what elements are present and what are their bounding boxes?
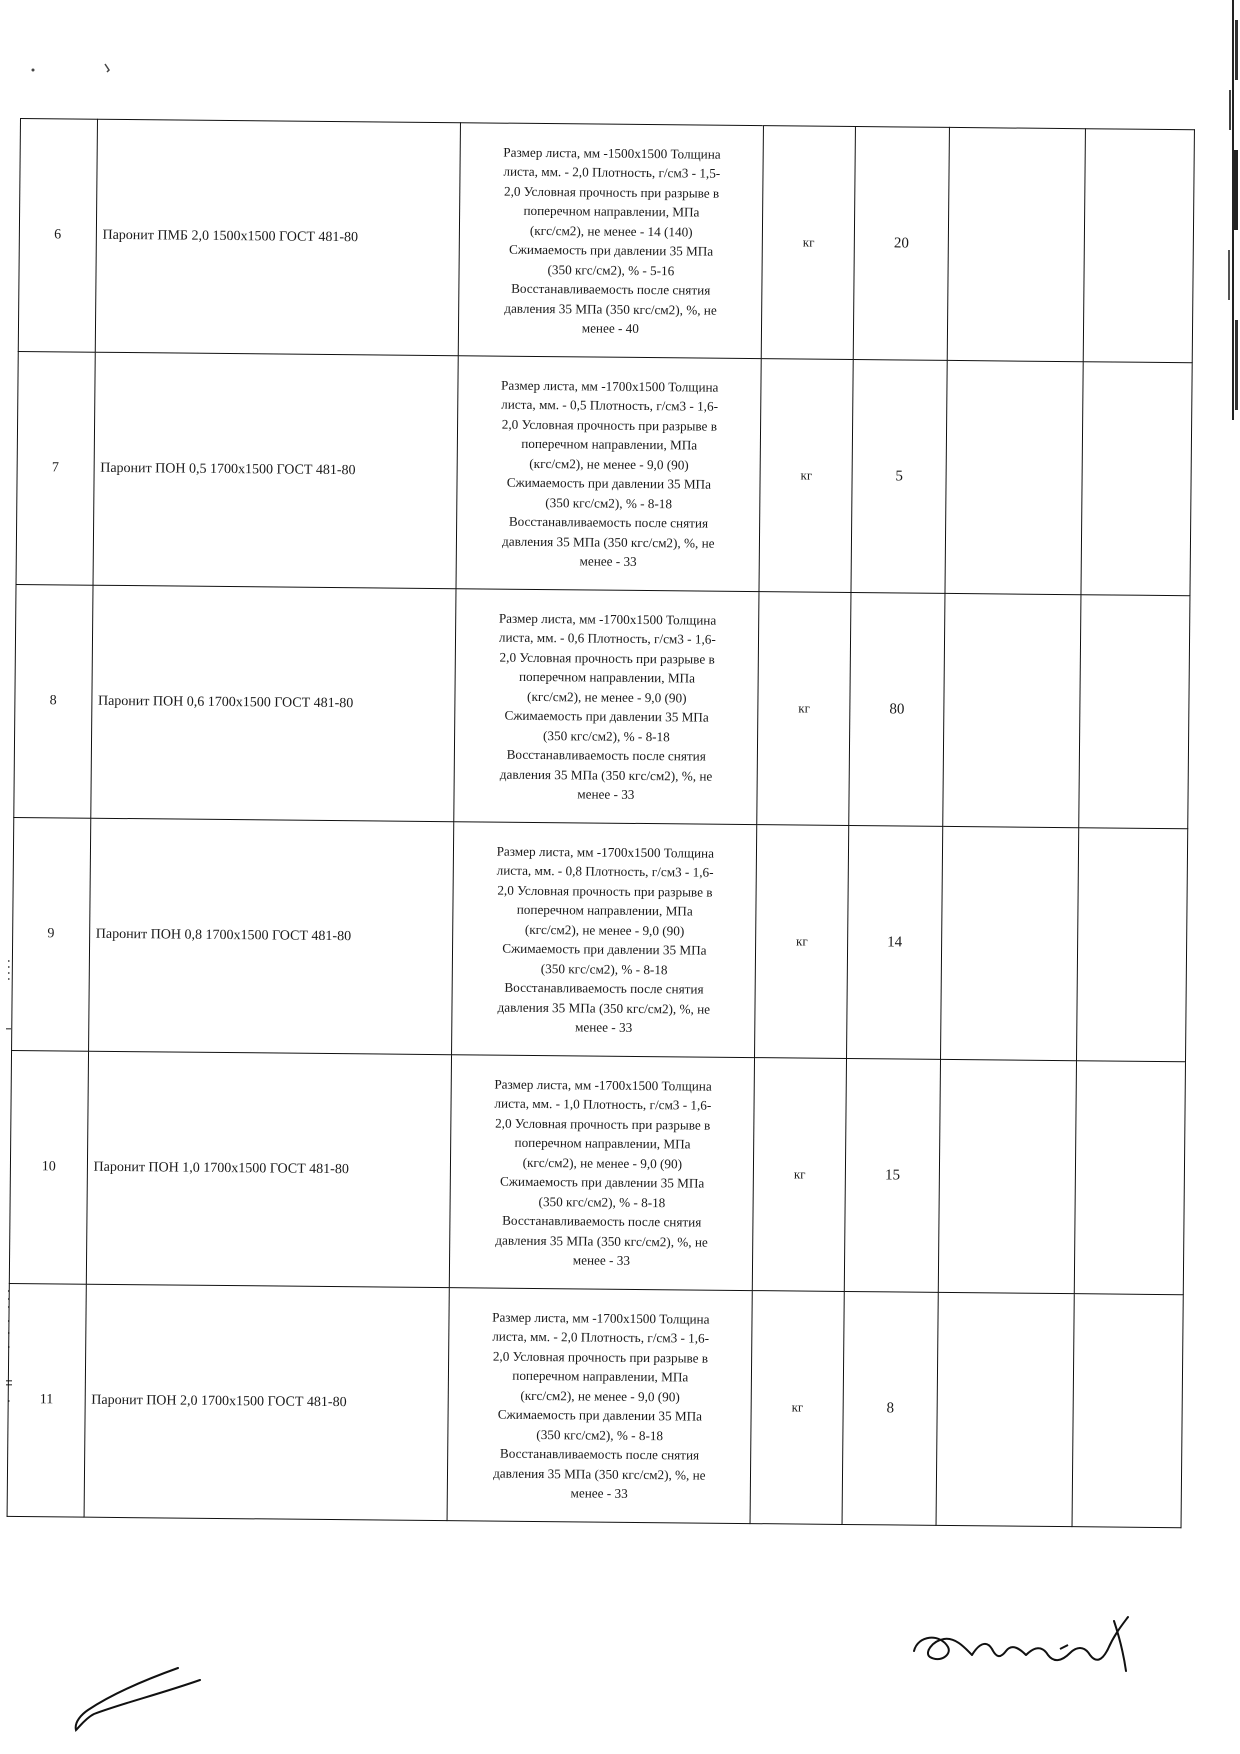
spec-line: 2,0 Условная прочность при разрыве в xyxy=(492,1348,709,1366)
quantity: 80 xyxy=(849,593,945,827)
item-specification xyxy=(447,1288,752,1524)
spec-line: Восстанавливаемость после снятия xyxy=(511,280,711,298)
spec-line: 2,0 Условная прочность при разрыве в xyxy=(497,882,713,900)
unit-of-measure: кг xyxy=(757,592,851,826)
quantity: 20 xyxy=(853,127,949,361)
spec-line: (350 кгс/см2), % - 8-18 xyxy=(540,960,668,977)
item-specification xyxy=(450,1055,755,1291)
spec-line: (кгс/см2), не менее - 14 (140) xyxy=(529,222,693,239)
item-specification xyxy=(458,123,763,359)
spec-line: листа, мм. - 0,6 Плотность, г/см3 - 1,6- xyxy=(498,629,716,647)
spec-line: поперечном направлении, МПа xyxy=(521,435,698,453)
empty-cell xyxy=(1074,1061,1185,1295)
spec-line: поперечном направлении, МПа xyxy=(518,668,696,686)
signature-right xyxy=(900,1605,1160,1685)
quantity: 5 xyxy=(851,360,947,594)
unit-of-measure: кг xyxy=(762,126,856,360)
item-name: Паронит ПОН 0,5 1700х1500 ГОСТ 481-80 xyxy=(93,352,459,588)
row-number: 11 xyxy=(7,1283,86,1517)
spec-line: Восстанавливаемость после снятия xyxy=(506,746,706,764)
row-number: 8 xyxy=(14,584,93,818)
spec-line: (350 кгс/см2), % - 8-18 xyxy=(545,494,673,511)
scan-edge-strip xyxy=(1210,0,1240,420)
spec-line: 2,0 Условная прочность при разрыве в xyxy=(495,1115,711,1133)
item-name: Паронит ПОН 2,0 1700х1500 ГОСТ 481-80 xyxy=(84,1284,450,1520)
spec-line: листа, мм. - 1,0 Плотность, г/см3 - 1,6- xyxy=(494,1095,712,1113)
spec-line: листа, мм. - 0,5 Плотность, г/см3 - 1,6- xyxy=(501,396,719,414)
spec-line: (кгс/см2), не менее - 9,0 (90) xyxy=(527,688,687,705)
spec-line: давления 35 МПа (350 кгс/см2), %, не xyxy=(501,533,715,551)
row-number: 9 xyxy=(12,817,91,1051)
spec-line: Сжимаемость при давлении 35 МПа xyxy=(499,1173,705,1191)
spec-line: Восстанавливаемость после снятия xyxy=(499,1445,700,1463)
table-row xyxy=(7,1283,1183,1527)
spec-line: (кгс/см2), не менее - 9,0 (90) xyxy=(522,1154,683,1171)
spec-line: Сжимаемость при давлении 35 МПа xyxy=(502,940,707,958)
unit-of-measure: кг xyxy=(755,825,849,1059)
spec-line: (350 кгс/см2), % - 8-18 xyxy=(542,727,670,744)
spec-line: Сжимаемость при давлении 35 МПа xyxy=(504,707,709,725)
spec-line: менее - 33 xyxy=(570,1485,628,1501)
quantity: 15 xyxy=(844,1058,940,1292)
spec-line: (350 кгс/см2), % - 8-18 xyxy=(538,1193,666,1210)
item-specification xyxy=(456,356,761,592)
spec-line: давления 35 МПа (350 кгс/см2), %, не xyxy=(495,1232,708,1250)
spec-line: листа, мм. - 2,0 Плотность, г/см3 - 1,6- xyxy=(492,1328,710,1346)
item-specification xyxy=(454,589,759,825)
unit-of-measure: кг xyxy=(753,1058,847,1292)
signature-left xyxy=(60,1650,210,1740)
empty-cell xyxy=(945,360,1083,594)
unit-of-measure: кг xyxy=(759,359,853,593)
quantity: 8 xyxy=(842,1291,938,1525)
spec-line: листа, мм. - 0,8 Плотность, г/см3 - 1,6- xyxy=(496,862,714,880)
spec-line: 2,0 Условная прочность при разрыве в xyxy=(501,416,718,434)
empty-cell xyxy=(938,1059,1076,1293)
empty-cell xyxy=(1081,362,1192,596)
spec-line: давления 35 МПа (350 кгс/см2), %, не xyxy=(499,766,713,784)
spec-line: Размер листа, мм -1700х1500 Толщина xyxy=(492,1309,710,1327)
spec-line: менее - 33 xyxy=(574,1019,633,1035)
scan-marks xyxy=(25,60,115,80)
specification-table xyxy=(7,118,1195,1528)
item-name: Паронит ПОН 0,6 1700х1500 ГОСТ 481-80 xyxy=(90,585,456,821)
spec-line: Восстанавливаемость после снятия xyxy=(508,513,709,531)
spec-line: менее - 33 xyxy=(579,553,637,569)
quantity: 14 xyxy=(847,825,943,1059)
table-row xyxy=(9,1050,1185,1294)
row-number: 6 xyxy=(18,119,97,353)
empty-cell xyxy=(1083,129,1194,363)
spec-line: Восстанавливаемость после снятия xyxy=(502,1212,702,1230)
spec-line: поперечном направлении, МПа xyxy=(523,202,700,220)
row-number: 10 xyxy=(9,1050,88,1284)
spec-line: давления 35 МПа (350 кгс/см2), %, не xyxy=(497,999,711,1017)
spec-line: поперечном направлении, МПа xyxy=(512,1367,689,1385)
spec-line: Сжимаемость при давлении 35 МПа xyxy=(506,474,712,492)
spec-line: (350 кгс/см2), % - 5-16 xyxy=(547,261,675,278)
spec-line: менее - 33 xyxy=(577,786,635,802)
spec-line: менее - 40 xyxy=(581,320,639,336)
spec-line: Размер листа, мм -1700х1500 Толщина xyxy=(494,1076,712,1094)
spec-line: (кгс/см2), не менее - 9,0 (90) xyxy=(524,921,685,938)
item-specification xyxy=(452,822,757,1058)
item-name: Паронит ПОН 0,8 1700х1500 ГОСТ 481-80 xyxy=(88,818,454,1054)
empty-cell xyxy=(947,127,1085,361)
empty-cell xyxy=(943,593,1081,827)
spec-line: 2,0 Условная прочность при разрыве в xyxy=(504,183,720,201)
empty-cell xyxy=(1079,595,1190,829)
spec-line: давления 35 МПа (350 кгс/см2), %, не xyxy=(504,300,717,318)
empty-cell xyxy=(1072,1294,1183,1528)
table-row xyxy=(12,817,1188,1061)
spec-line: (350 кгс/см2), % - 8-18 xyxy=(536,1426,664,1443)
empty-cell xyxy=(1076,828,1187,1062)
table-row xyxy=(16,351,1192,595)
spec-line: Размер листа, мм -1500х1500 Толщина xyxy=(503,144,721,162)
item-name: Паронит ПОН 1,0 1700х1500 ГОСТ 481-80 xyxy=(86,1051,452,1287)
spec-line: листа, мм. - 2,0 Плотность, г/см3 - 1,5- xyxy=(503,163,721,181)
spec-line: (кгс/см2), не менее - 9,0 (90) xyxy=(520,1387,680,1404)
spec-line: Размер листа, мм -1700х1500 Толщина xyxy=(498,610,717,628)
spec-line: поперечном направлении, МПа xyxy=(516,901,693,919)
spec-line: (кгс/см2), не менее - 9,0 (90) xyxy=(529,455,689,472)
table-row xyxy=(14,584,1190,828)
row-number: 7 xyxy=(16,351,95,585)
spec-line: Сжимаемость при давлении 35 МПа xyxy=(508,241,714,259)
unit-of-measure: кг xyxy=(750,1291,844,1525)
empty-cell xyxy=(941,826,1079,1060)
spec-line: Размер листа, мм -1700х1500 Толщина xyxy=(501,377,719,395)
item-name: Паронит ПМБ 2,0 1500х1500 ГОСТ 481-80 xyxy=(95,119,461,355)
spec-line: 2,0 Условная прочность при разрыве в xyxy=(499,649,715,667)
spec-line: Сжимаемость при давлении 35 МПа xyxy=(497,1406,703,1424)
table-row xyxy=(18,119,1194,363)
spec-line: Восстанавливаемость после снятия xyxy=(504,979,704,997)
empty-cell xyxy=(936,1292,1074,1526)
spec-line: Размер листа, мм -1700х1500 Толщина xyxy=(496,843,715,861)
spec-line: давления 35 МПа (350 кгс/см2), %, не xyxy=(493,1465,706,1483)
spec-line: поперечном направлении, МПа xyxy=(514,1134,691,1152)
spec-line: менее - 33 xyxy=(572,1252,631,1268)
